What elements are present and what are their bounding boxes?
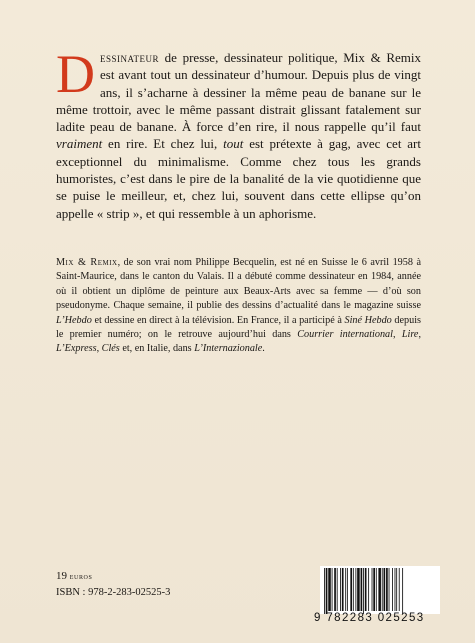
- author-name: Mix & Remix: [56, 257, 118, 268]
- barcode-bar: [357, 568, 360, 611]
- barcode-bar: [378, 568, 381, 611]
- bio-sep-3: ,: [96, 343, 102, 355]
- barcode-bar: [384, 568, 386, 611]
- barcode-bar: [363, 568, 364, 614]
- price-label: [56, 569, 92, 584]
- barcode-bar: [395, 568, 396, 611]
- drop-cap: D: [56, 44, 95, 104]
- barcode-bar: [332, 568, 333, 611]
- barcode-bar: [372, 568, 373, 611]
- bio-sep-2: ,: [418, 329, 421, 341]
- barcode-bar: [353, 568, 354, 611]
- publication-express: L’Express: [56, 343, 97, 355]
- barcode-bar: [342, 568, 344, 611]
- barcode-bar: [396, 568, 397, 611]
- barcode-bar: [361, 568, 363, 611]
- barcode-bar: [389, 568, 390, 611]
- blurb-emphasis-1: vraiment: [56, 136, 103, 152]
- barcode-bar: [347, 568, 348, 611]
- lead-word: essinateur: [100, 50, 160, 65]
- barcode-bar: [328, 568, 331, 611]
- blurb-text-3: est prétexte à gag, avec cet art exceptionnel du minimalisme. Comme chez tous les grands humoristes, c’est dans le pire de la banalité de la vie quotidienne que se puise le meilleur, et, chez lui, souvent dans cette ellipse qu’on appelle « strip », et qui ressemble à un aphorisme.: [56, 136, 421, 221]
- blurb-paragraph: [56, 44, 421, 222]
- barcode-bar: [392, 568, 393, 611]
- bio-text-3: depuis le premier numéro; on le retrouve aujourd’hui dans: [56, 314, 421, 341]
- blurb-emphasis-2: tout: [223, 136, 244, 152]
- bio-text-1: , de son vrai nom Philippe Becquelin, est né en Suisse le 6 avril 1958 à Saint-Maurice, dans le canton du Valais. Il a débuté comme dessinateur en 1984, année où il obtient un diplôme de peinture aux Beaux-Arts avec sa femme — d’où son pseudonyme. Chaque semaine, il publie des dessins d’actualité dans le magazine suisse: [56, 257, 421, 312]
- barcode-bar: [402, 568, 403, 614]
- barcode-digits: 9 782283 025253: [314, 612, 425, 624]
- bio-paragraph: [56, 256, 421, 357]
- blurb-text-1: de presse, dessinateur politique, Mix & Remix est avant tout un dessinateur d’humour. Depuis plus de vingt ans, il s’acharne à dessiner la même peau de banane sur le même trottoir, avec le même passant distrait glissant fatalement sur ladite peau de banane. À force d’en rire, il nous rappelle qu’il faut: [56, 50, 421, 135]
- bio-text-end: .: [262, 343, 265, 355]
- barcode-bar: [350, 568, 352, 611]
- barcode-bar: [355, 568, 356, 611]
- blurb-text-2: en rire. Et chez lui,: [102, 136, 224, 152]
- publication-internazionale: L’Internazionale: [194, 343, 263, 355]
- barcode-bar: [373, 568, 375, 611]
- publication-courrier: Courrier international: [297, 329, 393, 341]
- barcode-bars: [320, 566, 440, 614]
- barcode-bar: [368, 568, 369, 611]
- price-unit: euros: [69, 572, 93, 581]
- publication-sine-hebdo: Siné Hebdo: [344, 314, 392, 326]
- price-amount: 19: [56, 570, 67, 582]
- barcode-bar: [376, 568, 377, 611]
- barcode-bar: [345, 568, 346, 611]
- publication-hebdo: L’Hebdo: [56, 314, 92, 326]
- barcode-bar: [382, 568, 383, 611]
- barcode-bar: [337, 568, 338, 611]
- author-bio: [56, 256, 421, 357]
- barcode-bar: [334, 568, 336, 611]
- barcode-bar: [386, 568, 388, 611]
- barcode-bar: [340, 568, 341, 611]
- bio-sep-1: ,: [392, 329, 402, 341]
- barcode-bar: [324, 568, 325, 614]
- publication-lire: Lire: [401, 329, 419, 341]
- barcode: [320, 566, 440, 614]
- barcode-bar: [399, 568, 400, 611]
- publication-cles: Clés: [101, 343, 120, 355]
- barcode-bar: [365, 568, 367, 611]
- isbn-label: ISBN : 978-2-283-02525-3: [56, 587, 171, 598]
- bio-text-2: et dessine en direct à la télévision. En France, il a participé à: [91, 314, 345, 326]
- barcode-bar: [326, 568, 328, 614]
- bio-text-4: et, en Italie, dans: [119, 343, 195, 355]
